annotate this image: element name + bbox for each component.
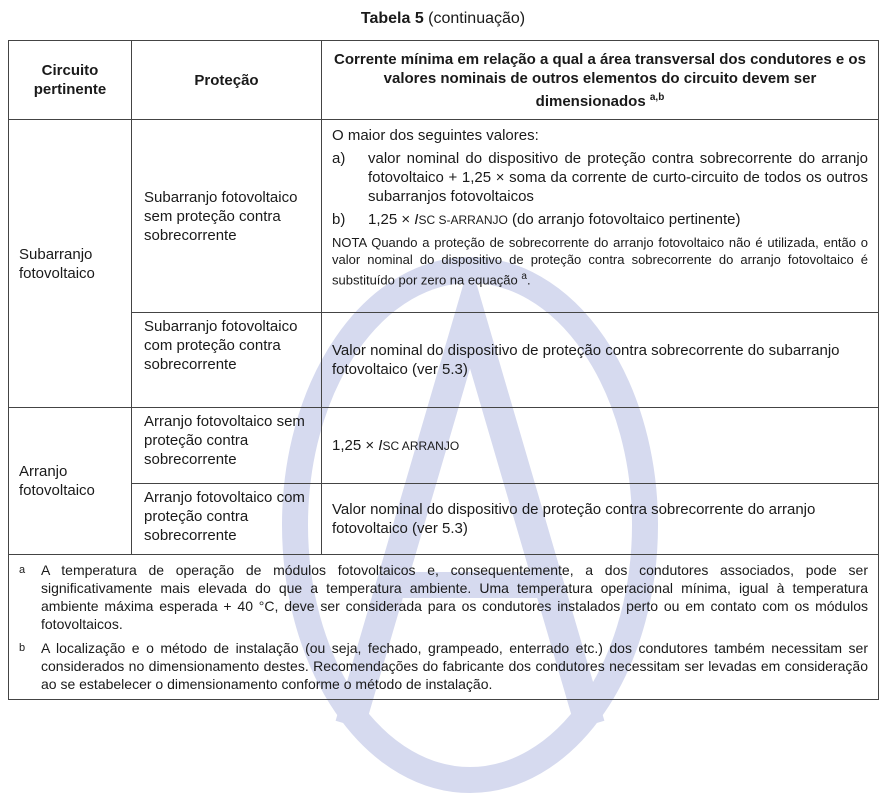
- table-continuation: (continuação): [423, 10, 526, 27]
- footnotes-cell: [9, 555, 879, 700]
- arranjo-isc: I: [378, 436, 383, 454]
- item-b-subscript: SC S-ARRANJO: [418, 213, 508, 227]
- nota-footnote-ref: a: [521, 271, 527, 282]
- header-footnote-ref: a,b: [649, 91, 665, 103]
- header-circuit: Circuito pertinente: [9, 41, 132, 120]
- protection-subarranjo-com-text: Subarranjo fotovoltaico com proteção contra sobrecorrente: [144, 318, 298, 373]
- circuit-subarranjo-text: Subarranjo fotovoltaico: [19, 245, 95, 282]
- footnote-b: [19, 639, 868, 693]
- nota-paragraph: [332, 234, 868, 288]
- footnote-a: [19, 561, 868, 633]
- protection-subarranjo-sem: [132, 120, 322, 313]
- footnote-a-mark: a: [19, 564, 26, 576]
- footnote-a-text: A temperatura de operação de módulos fotovoltaicos e, consequentemente, a dos condutores associados, pode ser significativamente mais elevada do que a temperatura ambiente. Uma temperatura operacional mínima, igual à temperatura ambiente máxima esperada + 40 °C, deve ser considerada para os condutores instalados perto ou em contato com os módulos fotovoltaicos.: [41, 562, 868, 632]
- current-arranjo-com-text: Valor nominal do dispositivo de proteção contra sobrecorrente do arranjo fotovoltaico (ver 5.3): [332, 501, 816, 537]
- arranjo-pre: 1,25 ×: [332, 436, 379, 454]
- protection-subarranjo-com: [132, 313, 322, 408]
- item-a-text: valor nominal do dispositivo de proteção contra sobrecorrente do arranjo fotovoltaico + 1,25 × soma da corrente de curto-circuito de todos os outros subarranjos fotovoltaicos: [368, 150, 868, 205]
- row-arranjo-sem: [9, 408, 879, 484]
- item-b-text: [368, 210, 868, 230]
- protection-arranjo-com-text: Arranjo fotovoltaico com proteção contra sobrecorrente: [144, 489, 305, 544]
- current-sizing-table: [8, 40, 879, 700]
- header-protection: Proteção: [132, 41, 322, 120]
- row-arranjo-com: [9, 484, 879, 555]
- current-arranjo-com: [322, 484, 879, 555]
- item-b-label: b): [332, 211, 346, 228]
- footnotes-row: [9, 555, 879, 700]
- footnote-b-text: A localização e o método de instalação (ou seja, fechado, grampeado, enterrado etc.) dos condutores também necessitam ser considerados no dimensionamento destes. Recomendações do fabricante dos condutores necessitam ser levadas em consideração ao se estabelecer o dimensionamento conforme o método de instalação.: [41, 640, 868, 692]
- nota-text: NOTA Quando a proteção de sobrecorrente do arranjo fotovoltaico não é utilizada, então o valor nominal do dispositivo de proteção contra sobrecorrente do arranjo fotovoltaico é substituído por zero na equação: [332, 235, 868, 288]
- list-item-b: [332, 210, 868, 230]
- item-b-pre: 1,25 ×: [368, 211, 415, 228]
- row-subarranjo-sem: [9, 120, 879, 313]
- table-caption: [0, 10, 886, 28]
- header-current: [322, 41, 879, 120]
- circuit-arranjo-text: Arranjo fotovoltaico: [19, 463, 95, 499]
- current-subarranjo-com: [322, 313, 879, 408]
- table-number: Tabela 5: [360, 10, 424, 27]
- row-subarranjo-com: [9, 313, 879, 408]
- current-subarranjo-com-text: Valor nominal do dispositivo de proteção contra sobrecorrente do subarranjo fotovoltaico (ver 5.3): [332, 342, 840, 378]
- item-b-post: (do arranjo fotovoltaico pertinente): [507, 211, 741, 228]
- circuit-arranjo: [9, 408, 132, 555]
- current-intro: O maior dos seguintes valores:: [332, 127, 539, 144]
- arranjo-subscript: SC ARRANJO: [382, 438, 460, 453]
- item-a-label: a): [332, 150, 346, 167]
- item-b-isc: I: [414, 211, 419, 228]
- header-row: [9, 41, 879, 120]
- current-arranjo-sem: [322, 408, 879, 484]
- current-subarranjo-sem: [322, 120, 879, 313]
- protection-arranjo-sem: [132, 408, 322, 484]
- list-item-a: [332, 149, 868, 206]
- circuit-subarranjo: [9, 120, 132, 408]
- nota-end: .: [526, 272, 531, 288]
- protection-arranjo-sem-text: Arranjo fotovoltaico sem proteção contra sobrecorrente: [144, 413, 305, 468]
- footnote-b-mark: b: [19, 642, 26, 654]
- protection-arranjo-com: [132, 484, 322, 555]
- protection-subarranjo-sem-text: Subarranjo fotovoltaico sem proteção contra sobrecorrente: [144, 188, 298, 244]
- header-current-text: Corrente mínima em relação a qual a área transversal dos condutores e os valores nominais de outros elementos do circuito devem ser dimensionados: [334, 50, 866, 110]
